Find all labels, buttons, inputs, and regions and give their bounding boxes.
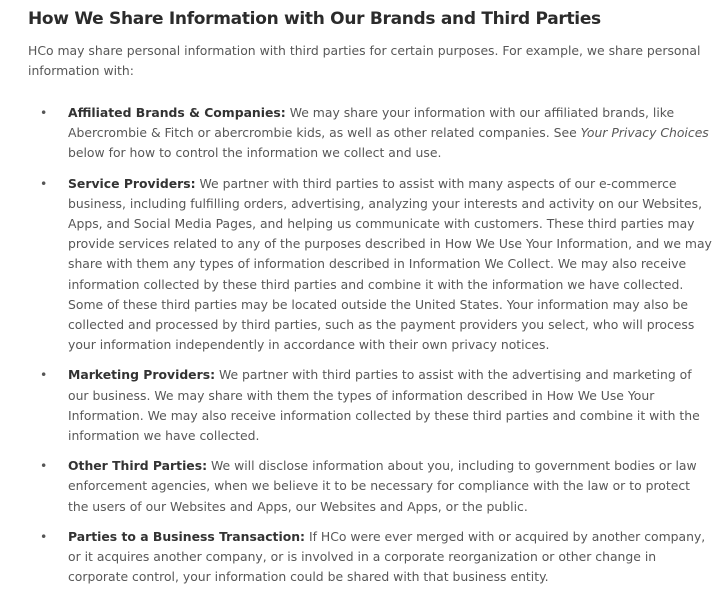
item-text: If HCo were ever merged with or acquired by another company, or it acquires another company, or is involved in a corporate reorganization or other change in corporate control, your information could be shared with that business entity. (68, 528, 706, 585)
item-text: We partner with third parties to assist with the advertising and marketing of our business. We may share with them the types of information described in How We Use Your Information. We may also receive information collected by these third parties and combine it with the information we have collected. (68, 367, 700, 444)
item-text: below for how to control the information we collect and use. (68, 145, 442, 161)
bullet-icon: • (40, 105, 48, 120)
list-item-affiliated-brands (28, 103, 713, 164)
item-term: Other Third Parties: (68, 458, 208, 474)
list-item-other-third-parties (28, 456, 713, 517)
bullet-icon: • (40, 367, 48, 383)
item-term: Marketing Providers: (68, 367, 216, 383)
item-text: We partner with third parties to assist with many aspects of our e-commerce business, including fulfilling orders, advertising, analyzing your interests and activity on our Websites, Apps, and Social Media Pages, and helping us communicate with customers. These third parties may provide services related to any of the purposes described in How We Use Your Information, and we may share with them any types of information described in Information We Collect. We may also receive information collected by these third parties and combine it with the information we have collected. Some of these third parties may be located outside the United States. Your information may also be collected and processed by third parties, such as the payment providers you select, who will process your information independently in accordance with their own privacy notices. (68, 175, 712, 353)
item-term: Affiliated Brands & Companies: (68, 105, 286, 120)
recipient-list (28, 103, 713, 587)
list-item-business-transaction (28, 527, 713, 588)
list-item-marketing-providers (28, 365, 713, 446)
item-text: We will disclose information about you, including to government bodies or law enforcement agencies, when we believe it to be necessary for compliance with the law or to protect the users of our Websites and Apps, our Websites and Apps, or the public. (68, 458, 697, 514)
bullet-icon: • (40, 458, 48, 474)
item-term: Service Providers: (68, 175, 196, 191)
item-term: Parties to a Business Transaction: (68, 528, 306, 544)
intro-paragraph: HCo may share personal information with third parties for certain purposes. For example, we share personal information with: (28, 43, 701, 78)
bullet-icon: • (40, 528, 48, 544)
bullet-icon: • (40, 175, 48, 191)
list-item-service-providers (28, 174, 713, 356)
section-title: How We Share Information with Our Brands and Third Parties (28, 9, 601, 29)
privacy-choices-link: Your Privacy Choices (580, 125, 709, 141)
item-text: We may share your information with our affiliated brands, like Abercrombie & Fitch or abercrombie kids, as well as other related companies. See (68, 105, 675, 141)
